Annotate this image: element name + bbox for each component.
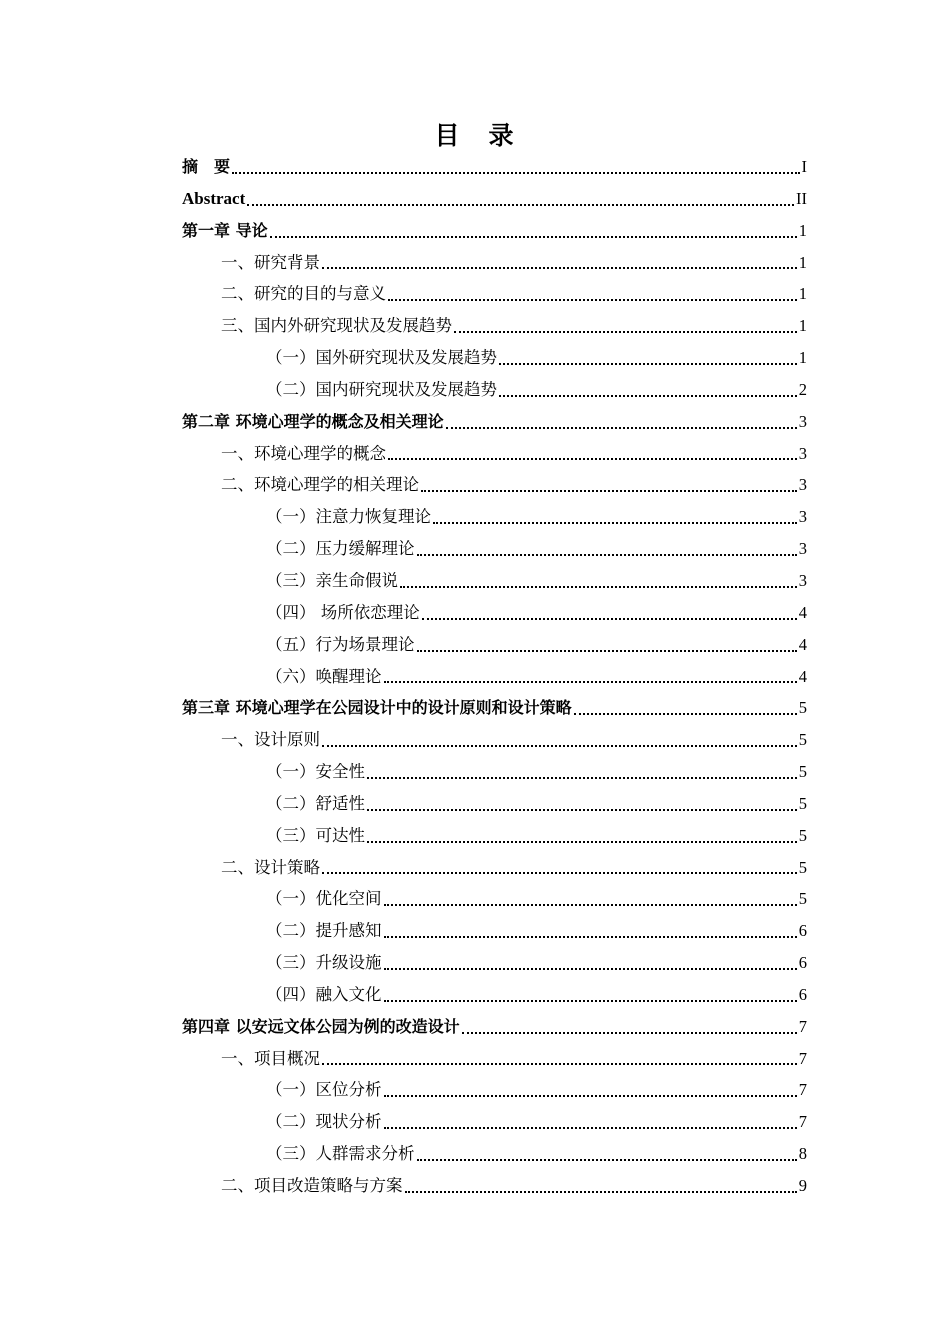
toc-dot-leader — [433, 522, 797, 524]
toc-entry-page: 5 — [798, 825, 807, 845]
toc-dot-leader — [388, 458, 797, 460]
toc-entry-page: 5 — [798, 762, 807, 782]
toc-dot-leader — [232, 172, 799, 174]
toc-entry-page: 6 — [798, 953, 807, 973]
toc-entry[interactable] — [182, 661, 807, 693]
toc-entry[interactable] — [182, 1138, 807, 1170]
toc-dot-leader — [384, 936, 797, 938]
toc-entry-page: 5 — [798, 857, 807, 877]
toc-entry[interactable] — [182, 374, 807, 406]
toc-dot-leader — [322, 267, 797, 269]
toc-entry[interactable] — [182, 438, 807, 470]
toc-dot-leader — [384, 1127, 797, 1129]
toc-entry[interactable] — [182, 1074, 807, 1106]
toc-dot-leader — [384, 904, 797, 906]
toc-entry-label: （一）注意力恢复理论 — [266, 507, 431, 527]
table-of-contents — [182, 151, 807, 1202]
toc-entry-page: 3 — [798, 539, 807, 559]
toc-entry[interactable] — [182, 215, 807, 247]
toc-dot-leader — [367, 809, 797, 811]
toc-entry[interactable] — [182, 278, 807, 310]
toc-entry-label: 第二章 环境心理学的概念及相关理论 — [182, 411, 444, 431]
toc-dot-leader — [417, 1159, 797, 1161]
toc-entry[interactable] — [182, 469, 807, 501]
toc-entry-label: 第三章 环境心理学在公园设计中的设计原则和设计策略 — [182, 698, 572, 718]
toc-entry-page: 5 — [798, 730, 807, 750]
toc-dot-leader — [454, 331, 797, 333]
toc-dot-leader — [446, 427, 797, 429]
toc-dot-leader — [405, 1191, 797, 1193]
toc-entry[interactable] — [182, 947, 807, 979]
toc-entry-label: 二、研究的目的与意义 — [221, 284, 386, 304]
toc-entry-page: 1 — [798, 348, 807, 368]
toc-entry[interactable] — [182, 820, 807, 852]
toc-entry-label: （一）国外研究现状及发展趋势 — [266, 348, 497, 368]
toc-dot-leader — [400, 586, 797, 588]
toc-entry[interactable] — [182, 852, 807, 884]
toc-entry-label: （三）升级设施 — [266, 953, 382, 973]
toc-entry-page: 3 — [798, 507, 807, 527]
toc-entry-label: 二、环境心理学的相关理论 — [221, 475, 419, 495]
toc-entry-page: 5 — [798, 698, 807, 718]
toc-entry[interactable] — [182, 1011, 807, 1043]
toc-entry-page: 3 — [798, 570, 807, 590]
toc-dot-leader — [270, 236, 797, 238]
toc-entry[interactable] — [182, 756, 807, 788]
toc-entry-label: （二）现状分析 — [266, 1112, 382, 1132]
toc-dot-leader — [322, 745, 797, 747]
toc-entry-page: 1 — [798, 316, 807, 336]
toc-entry-label: （一）区位分析 — [266, 1080, 382, 1100]
toc-dot-leader — [367, 777, 797, 779]
toc-entry[interactable] — [182, 1170, 807, 1202]
toc-entry-page: 6 — [798, 921, 807, 941]
toc-entry[interactable] — [182, 1106, 807, 1138]
toc-dot-leader — [422, 618, 797, 620]
toc-entry[interactable] — [182, 501, 807, 533]
toc-entry-page: 3 — [798, 443, 807, 463]
toc-entry-page: II — [796, 188, 807, 208]
toc-entry-page: 1 — [798, 284, 807, 304]
toc-entry-label: （三）人群需求分析 — [266, 1144, 415, 1164]
toc-entry-label: 一、设计原则 — [221, 730, 320, 750]
toc-entry-label: （五）行为场景理论 — [266, 634, 415, 654]
toc-entry-label: （二）国内研究现状及发展趋势 — [266, 379, 497, 399]
toc-dot-leader — [462, 1032, 797, 1034]
toc-entry-page: I — [801, 157, 807, 176]
toc-entry-page: 7 — [798, 1112, 807, 1132]
toc-dot-leader — [384, 681, 797, 683]
toc-entry[interactable] — [182, 692, 807, 724]
toc-entry[interactable] — [182, 788, 807, 820]
toc-entry-label: 二、设计策略 — [221, 857, 320, 877]
toc-dot-leader — [499, 363, 797, 365]
toc-entry-label: （四）融入文化 — [266, 984, 382, 1004]
toc-dot-leader — [499, 395, 797, 397]
toc-entry-page: 5 — [798, 793, 807, 813]
toc-entry-page: 4 — [798, 666, 807, 686]
toc-entry[interactable] — [182, 883, 807, 915]
toc-entry-page: 8 — [798, 1144, 807, 1164]
toc-entry-label: （四） 场所依恋理论 — [266, 602, 420, 622]
toc-dot-leader — [367, 841, 797, 843]
toc-entry[interactable] — [182, 565, 807, 597]
toc-dot-leader — [388, 299, 797, 301]
toc-entry-page: 4 — [798, 634, 807, 654]
toc-entry-label: Abstract — [182, 188, 246, 208]
toc-entry-label: 一、环境心理学的概念 — [221, 443, 386, 463]
toc-dot-leader — [384, 1000, 797, 1002]
toc-dot-leader — [574, 713, 797, 715]
toc-entry-label: 一、研究背景 — [221, 252, 320, 272]
toc-entry[interactable] — [182, 724, 807, 756]
toc-title: 目 录 — [434, 121, 516, 150]
toc-entry[interactable] — [182, 533, 807, 565]
toc-entry-page: 5 — [798, 889, 807, 909]
toc-entry-label: 三、国内外研究现状及发展趋势 — [221, 316, 452, 336]
toc-entry-page: 1 — [798, 220, 807, 240]
toc-entry-label: （六）唤醒理论 — [266, 666, 382, 686]
toc-entry[interactable] — [182, 247, 807, 279]
toc-entry-label: （三）可达性 — [266, 825, 365, 845]
toc-entry[interactable] — [182, 342, 807, 374]
toc-entry[interactable] — [182, 151, 807, 183]
toc-entry[interactable] — [182, 979, 807, 1011]
toc-entry[interactable] — [182, 406, 807, 438]
toc-entry-page: 1 — [798, 252, 807, 272]
toc-entry-label: 第四章 以安远文体公园为例的改造设计 — [182, 1016, 460, 1036]
toc-entry[interactable] — [182, 183, 807, 215]
toc-dot-leader — [384, 968, 797, 970]
toc-dot-leader — [384, 1095, 797, 1097]
toc-entry-page: 7 — [798, 1048, 807, 1068]
toc-entry-label: （三）亲生命假说 — [266, 570, 398, 590]
toc-entry-page: 3 — [798, 411, 807, 431]
toc-entry-page: 7 — [798, 1080, 807, 1100]
toc-entry[interactable] — [182, 310, 807, 342]
toc-entry-label: （一）优化空间 — [266, 889, 382, 909]
toc-dot-leader — [417, 650, 797, 652]
toc-entry-page: 9 — [798, 1176, 807, 1195]
toc-dot-leader — [421, 490, 797, 492]
toc-entry-page: 2 — [798, 379, 807, 399]
toc-entry-label: （二）提升感知 — [266, 921, 382, 941]
toc-entry-label: （二）舒适性 — [266, 793, 365, 813]
toc-dot-leader — [322, 1063, 797, 1065]
toc-entry[interactable] — [182, 1043, 807, 1075]
toc-entry-label: 二、项目改造策略与方案 — [221, 1176, 403, 1195]
toc-entry-label: 摘 要 — [182, 157, 231, 176]
toc-entry[interactable] — [182, 629, 807, 661]
toc-entry-label: 第一章 导论 — [182, 220, 268, 240]
toc-entry[interactable] — [182, 915, 807, 947]
toc-entry[interactable] — [182, 597, 807, 629]
toc-entry-label: 一、项目概况 — [221, 1048, 320, 1068]
toc-entry-label: （一）安全性 — [266, 762, 365, 782]
toc-entry-page: 4 — [798, 602, 807, 622]
toc-dot-leader — [322, 872, 797, 874]
toc-entry-page: 7 — [798, 1016, 807, 1036]
toc-dot-leader — [417, 554, 797, 556]
toc-dot-leader — [247, 204, 794, 206]
toc-entry-page: 6 — [798, 984, 807, 1004]
toc-entry-page: 3 — [798, 475, 807, 495]
toc-entry-label: （二）压力缓解理论 — [266, 539, 415, 559]
